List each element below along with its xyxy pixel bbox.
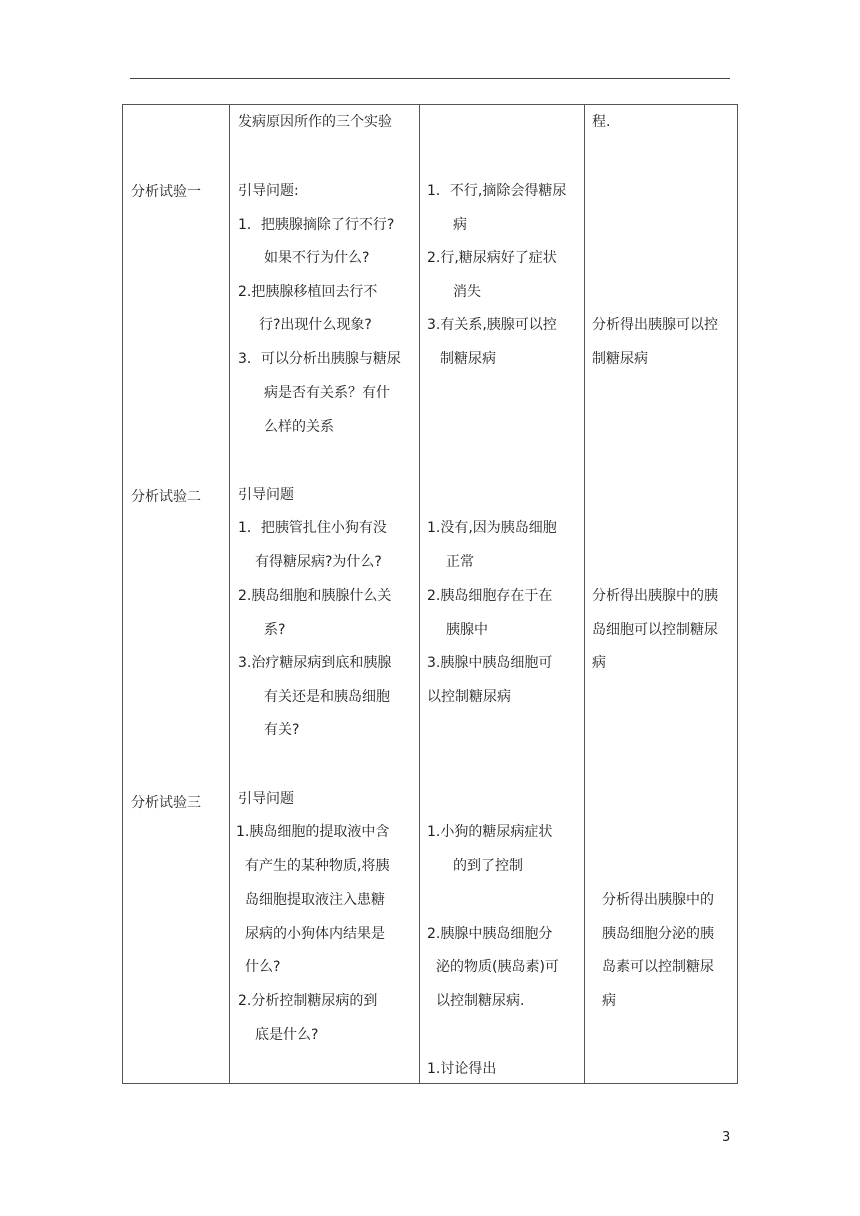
cell-text: 2.把胰腺移植回去行不 (238, 284, 378, 300)
cell-text: 么样的关系 (264, 419, 334, 435)
cell-text: 以控制糖尿病. (436, 993, 525, 1009)
cell-text: 分析得出胰腺中的胰 (592, 588, 718, 604)
cell-text: 3.治疗糖尿病到底和胰腺 (238, 655, 392, 671)
cell-text: 病 (453, 217, 467, 233)
row-title: 分析试验二 (131, 489, 201, 505)
column-divider (229, 105, 230, 1083)
cell-text: 3.有关系,胰腺可以控 (427, 317, 557, 333)
cell-text: 分析得出胰腺中的 (602, 892, 714, 908)
cell-text: 引导问题 (238, 487, 294, 503)
cell-text: 1．把胰腺摘除了行不行? (238, 217, 395, 233)
cell-text: 病是否有关系？有什 (264, 385, 390, 401)
cell-text: 分析得出胰腺可以控 (592, 317, 718, 333)
cell-text: 有关还是和胰岛细胞 (264, 689, 390, 705)
cell-text: 程. (592, 114, 611, 130)
cell-text: 1.没有,因为胰岛细胞 (427, 520, 557, 536)
cell-text: 底是什么? (255, 1027, 319, 1043)
cell-text: 1.讨论得出 (427, 1061, 497, 1077)
cell-text: 系? (264, 622, 286, 638)
cell-text: 制糖尿病 (440, 351, 496, 367)
cell-text: 引导问题 (238, 791, 294, 807)
cell-text: 胰岛细胞分泌的胰 (602, 926, 714, 942)
cell-text: 病 (592, 655, 606, 671)
cell-text: 以控制糖尿病 (427, 689, 511, 705)
cell-text: 消失 (453, 284, 481, 300)
cell-text: 岛细胞提取液注入患糖 (245, 892, 385, 908)
cell-text: 胰腺中 (446, 622, 488, 638)
cell-text: 岛素可以控制糖尿 (602, 959, 714, 975)
cell-text: 1.小狗的糖尿病症状 (427, 824, 553, 840)
cell-text: 正常 (446, 554, 474, 570)
cell-text: 制糖尿病 (592, 351, 648, 367)
cell-text: 行?出现什么现象? (259, 317, 372, 333)
cell-text: 如果不行为什么? (264, 250, 370, 266)
cell-text: 尿病的小狗体内结果是 (245, 926, 385, 942)
column-divider (419, 105, 420, 1083)
row-title: 分析试验三 (131, 795, 201, 811)
cell-text: 2.胰腺中胰岛细胞分 (427, 926, 553, 942)
cell-text: 2.行,糖尿病好了症状 (427, 250, 557, 266)
cell-text: 泌的物质(胰岛素)可 (436, 959, 559, 975)
cell-text: 岛细胞可以控制糖尿 (592, 622, 718, 638)
cell-text: 1.胰岛细胞的提取液中含 (236, 824, 390, 840)
cell-text: 发病原因所作的三个实验 (238, 114, 392, 130)
cell-text: 3.胰腺中胰岛细胞可 (427, 655, 553, 671)
cell-text: 有关? (264, 722, 300, 738)
cell-text: 1．把胰管扎住小狗有没 (238, 520, 387, 536)
cell-text: 2.胰岛细胞存在于在 (427, 588, 553, 604)
cell-text: 的到了控制 (453, 858, 523, 874)
cell-text: 1．不行,摘除会得糖尿 (427, 183, 567, 199)
cell-text: 病 (602, 993, 616, 1009)
cell-text: 2.分析控制糖尿病的到 (238, 993, 378, 1009)
column-divider (584, 105, 585, 1083)
header-rule (130, 78, 730, 79)
cell-text: 什么? (245, 959, 281, 975)
cell-text: 3．可以分析出胰腺与糖尿 (238, 351, 401, 367)
cell-text: 2.胰岛细胞和胰腺什么关 (238, 588, 392, 604)
page-number: 3 (722, 1130, 731, 1145)
row-title: 分析试验一 (131, 184, 201, 200)
cell-text: 引导问题: (238, 183, 299, 199)
cell-text: 有得糖尿病?为什么? (255, 554, 382, 570)
cell-text: 有产生的某种物质,将胰 (245, 858, 390, 874)
